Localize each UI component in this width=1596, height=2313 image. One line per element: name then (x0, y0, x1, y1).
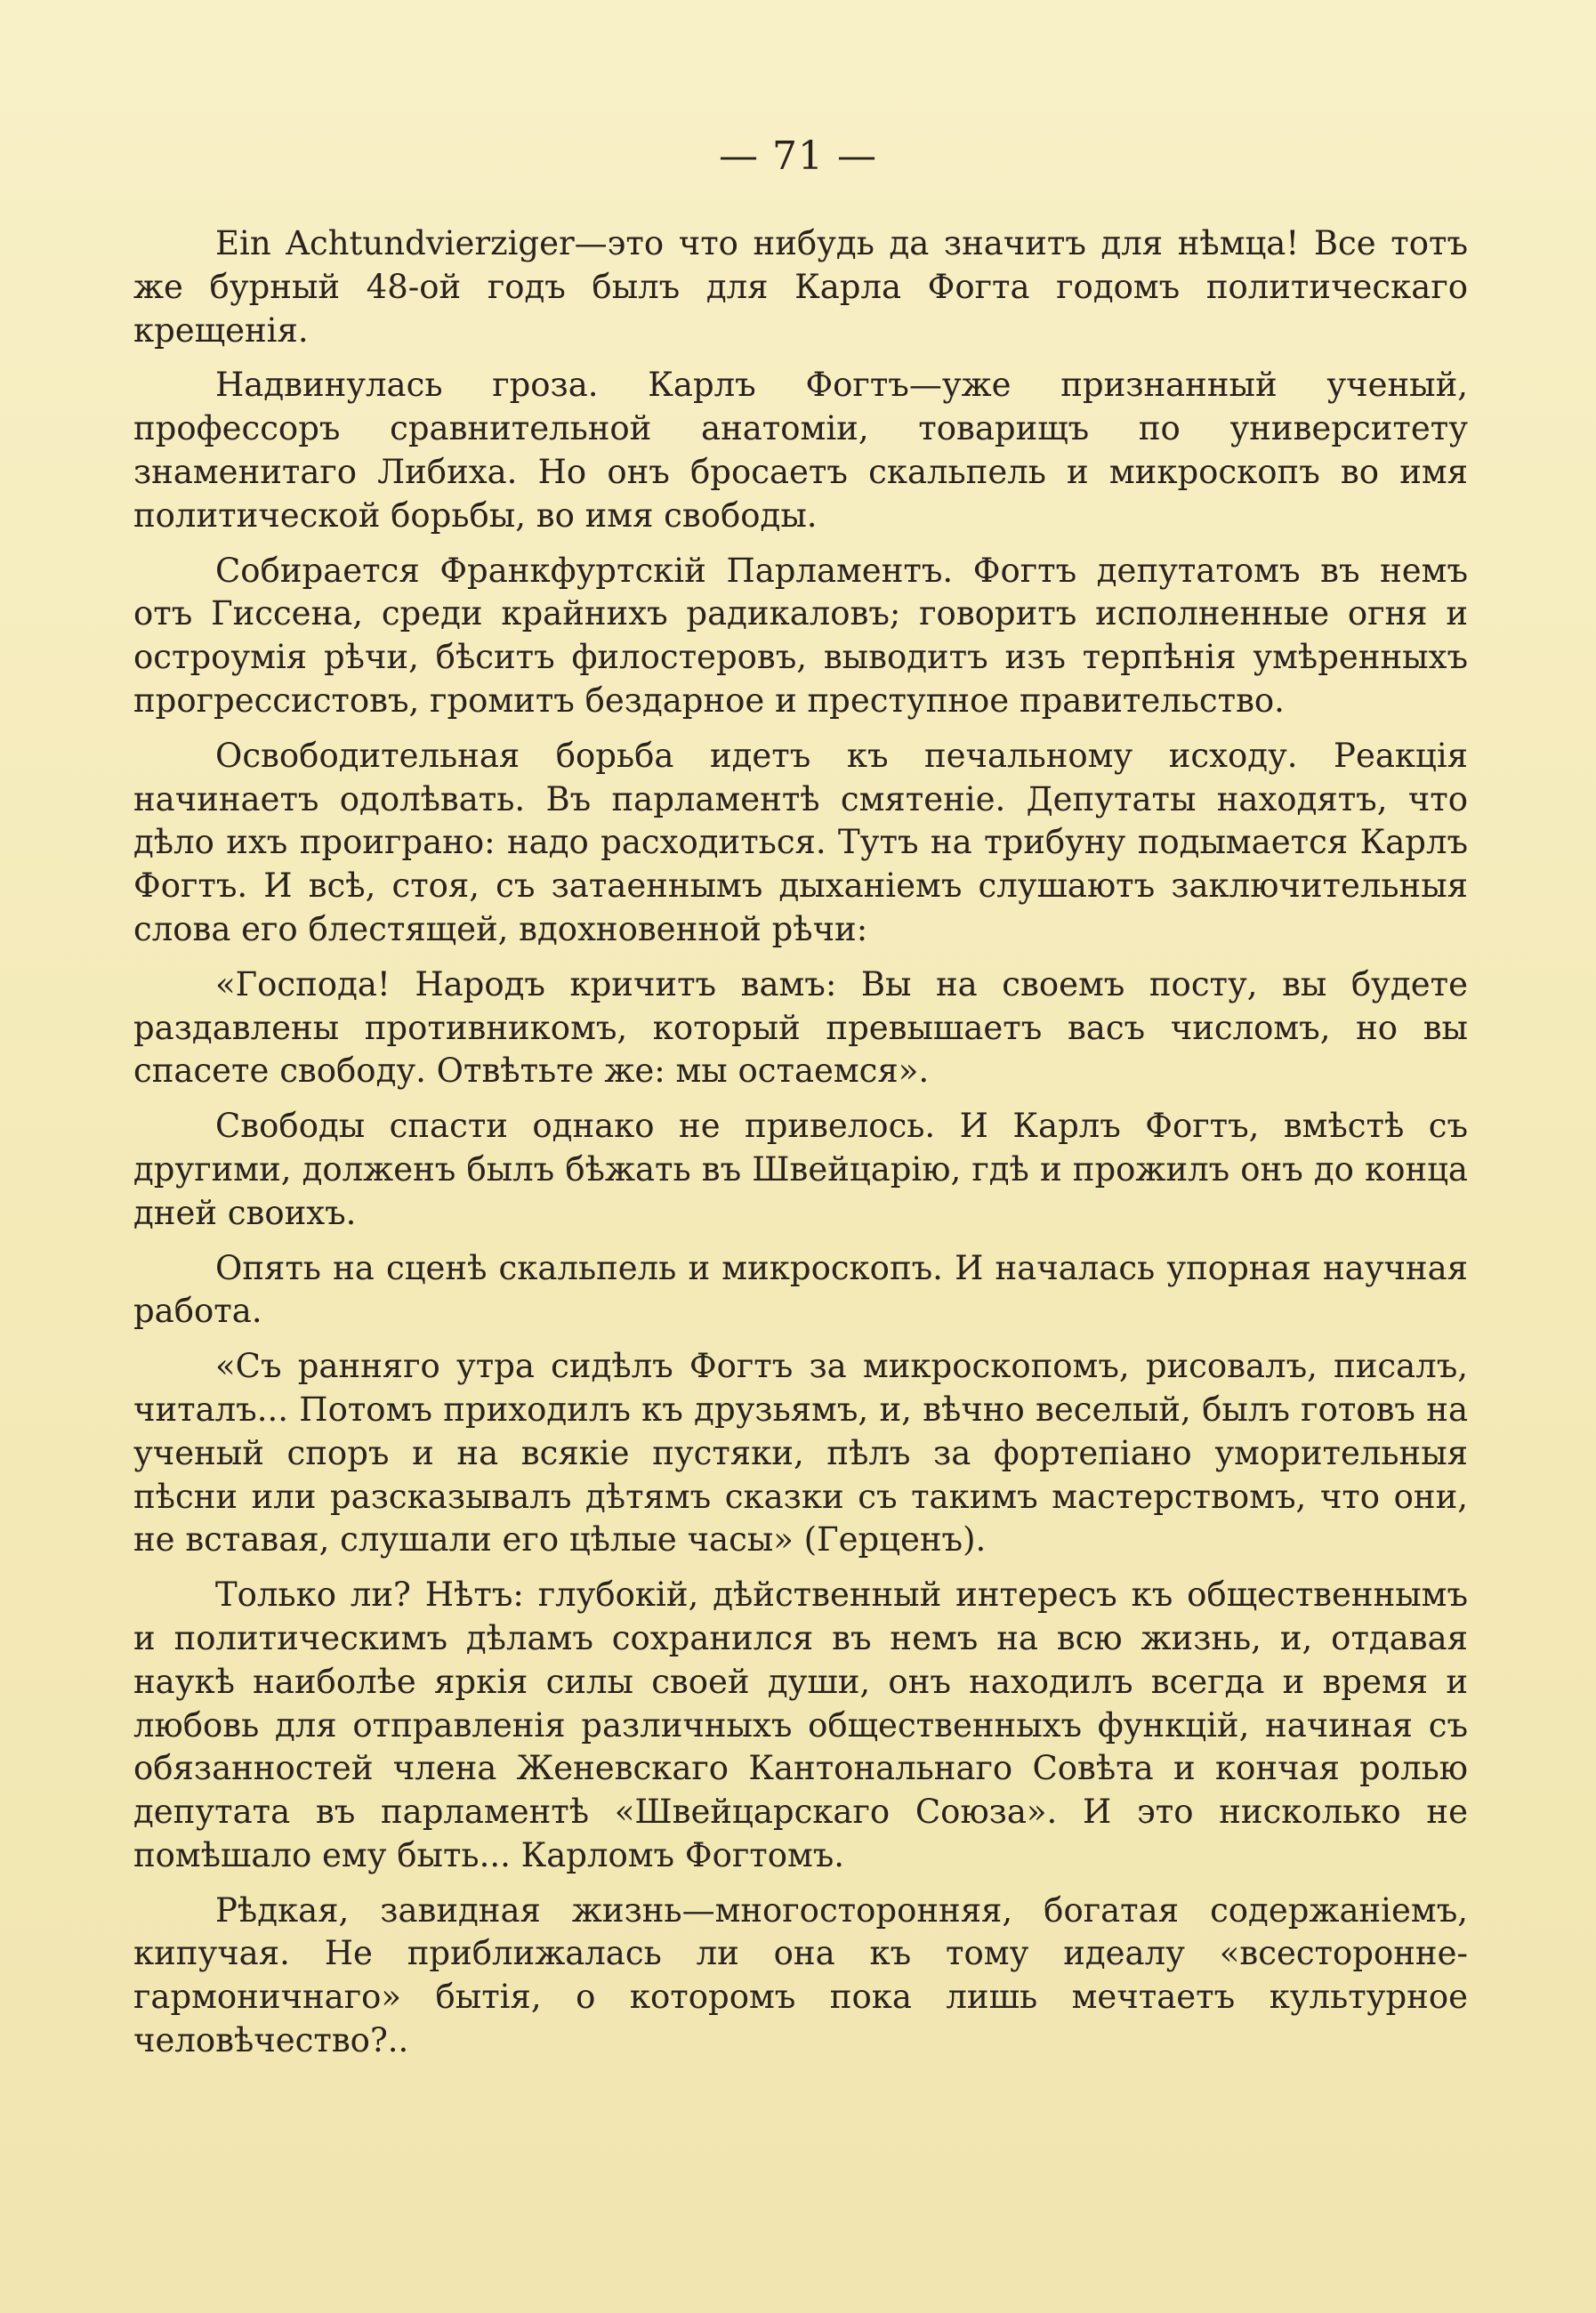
paragraph: Опять на сценѣ скальпель и микроскопъ. И началась упорная научная работа. (133, 1248, 1468, 1331)
paragraph: Собирается Франкфуртскій Парламентъ. Фогтъ депутатомъ въ немъ отъ Гиссена, среди крайнихъ радикаловъ; говоритъ исполненные огня и остроумія рѣчи, бѣситъ филостеровъ, выводитъ изъ терпѣнія умѣренныхъ прогрессистовъ, громитъ бездарное и преступное правительство. (133, 551, 1468, 720)
paragraph: Освободительная борьба идетъ къ печальному исходу. Реакція начинаетъ одолѣвать. Въ парламентѣ смятеніе. Депутаты находятъ, что дѣло ихъ проиграно: надо расходиться. Тутъ на трибуну подымается Карлъ Фогтъ. И всѣ, стоя, съ затаеннымъ дыханіемъ слушаютъ заключительныя слова его блестящей, вдохновенной рѣчи: (133, 736, 1468, 948)
paragraph: Свободы спасти однако не привелось. И Карлъ Фогтъ, вмѣстѣ съ другими, долженъ былъ бѣжать въ Швейцарію, гдѣ и прожилъ онъ до конца дней своихъ. (133, 1107, 1468, 1232)
quotation-paragraph: «Господа! Народъ кричитъ вамъ: Вы на своемъ посту, вы будете раздавлены противникомъ, который превышаетъ васъ числомъ, но вы спасете свободу. Отвѣтьте же: мы остаемся». (133, 964, 1468, 1091)
paragraph: Рѣдкая, завидная жизнь—многосторонняя, богатая содержаніемъ, кипучая. Не приближалась ли она къ тому идеалу «всесторонне-гармоничнаго» бытія, о которомъ пока лишь мечтаетъ культурное человѣчество?.. (133, 1890, 1468, 2060)
body-text (133, 222, 1468, 2063)
paragraph: Ein Achtundvierziger—это что нибудь да значитъ для нѣмца! Все тотъ же бурный 48-ой годъ былъ для Карла Фогта годомъ политическаго крещенія. (133, 224, 1468, 350)
paragraph: Надвинулась гроза. Карлъ Фогтъ—уже признанный ученый, профессоръ сравнительной анатоміи, товарищъ по университету знаменитаго Либиха. Но онъ бросаетъ скальпель и микроскопъ во имя политической борьбы, во имя свободы. (133, 366, 1468, 535)
page-number: — 71 — (719, 133, 877, 179)
paragraph: Только ли? Нѣтъ: глубокій, дѣйственный интересъ къ общественнымъ и политическимъ дѣламъ сохранился въ немъ на всю жизнь, и, отдавая наукѣ наиболѣе яркія силы своей души, онъ находилъ всегда и время и любовь для отправленія различныхъ общественныхъ функцій, начиная съ обязанностей члена Женевскаго Кантональнаго Совѣта и кончая ролью депутата въ парламентѣ «Швейцарскаго Союза». И это нисколько не помѣшало ему быть... Карломъ Фогтомъ. (133, 1576, 1468, 1874)
quotation-paragraph: «Съ ранняго утра сидѣлъ Фогтъ за микроскопомъ, рисовалъ, писалъ, читалъ... Потомъ приходилъ къ друзьямъ, и, вѣчно веселый, былъ готовъ на ученый споръ и на всякіе пустяки, пѣлъ за фортепіано уморительныя пѣсни или разсказывалъ дѣтямъ сказки съ такимъ мастерствомъ, что они, не вставая, слушали его цѣлые часы» (Герценъ). (133, 1347, 1468, 1559)
